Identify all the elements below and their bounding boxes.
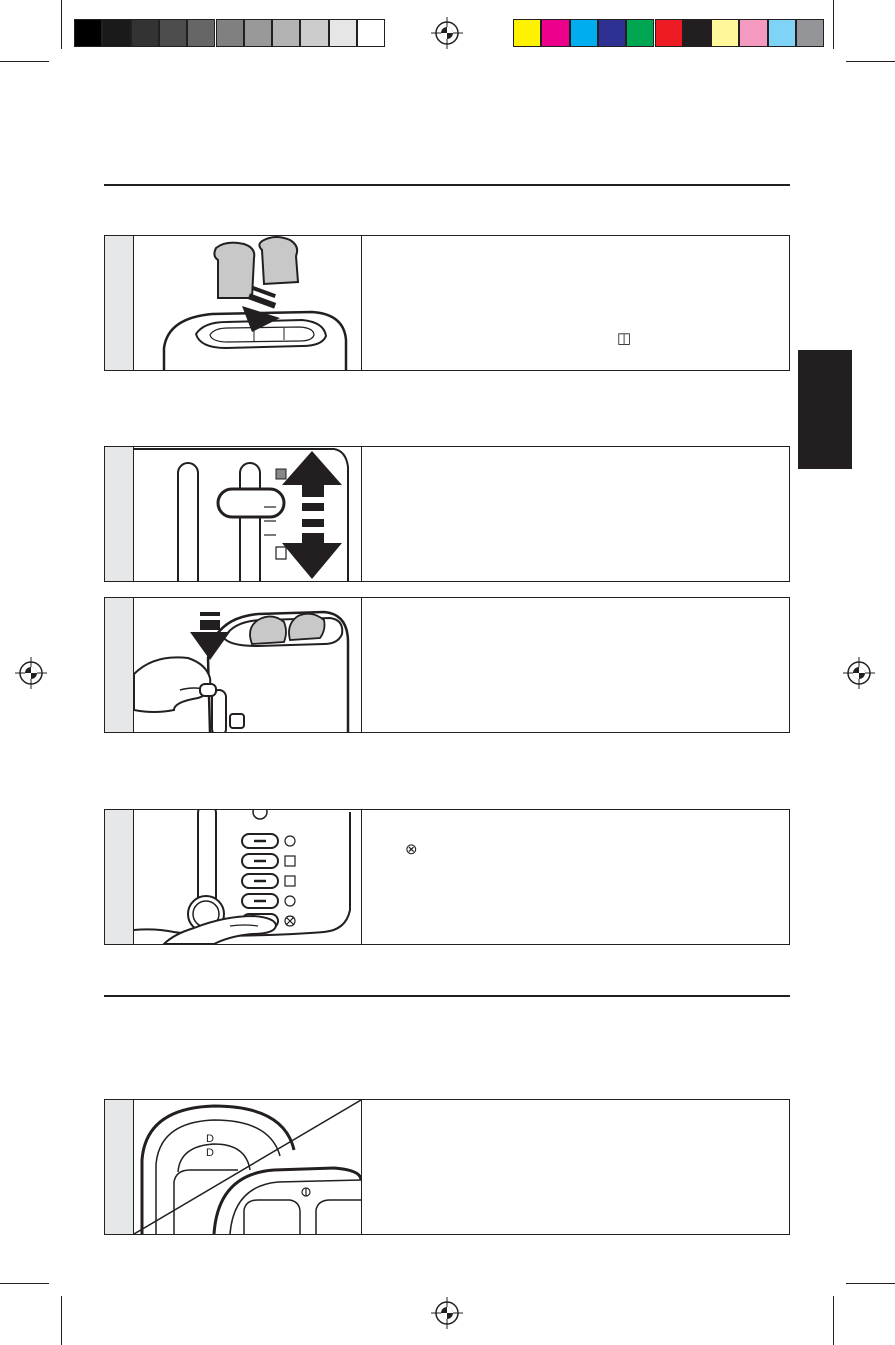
gray-swatch [329, 19, 357, 47]
cancel-icon: ⊗ [405, 841, 418, 858]
color-swatch [598, 19, 626, 47]
gray-swatch [272, 19, 300, 47]
color-swatch [570, 19, 598, 47]
color-swatch [711, 19, 739, 47]
color-swatch [655, 19, 683, 47]
gray-swatch [131, 19, 159, 47]
crop-mark [833, 0, 834, 49]
crop-mark [846, 1283, 895, 1284]
step-number-cell [105, 598, 134, 732]
section-rule [104, 184, 790, 186]
color-swatch [541, 19, 569, 47]
crop-mark [61, 1296, 62, 1345]
crop-mark [0, 61, 49, 62]
gray-swatch [244, 19, 272, 47]
registration-mark-bottom-icon [431, 1297, 463, 1329]
gray-swatch [300, 19, 328, 47]
gray-swatch [74, 19, 102, 47]
registration-mark-top-icon [431, 17, 463, 49]
step-box-press-lever [104, 597, 790, 733]
illustration-shade-lever [134, 447, 362, 581]
step-number-cell [105, 447, 134, 581]
color-swatch [513, 19, 541, 47]
step-number-cell [105, 236, 134, 370]
step-text-area [363, 810, 789, 944]
crop-mark [61, 0, 62, 49]
gray-swatch [357, 19, 385, 47]
illustration-cancel-button [134, 810, 362, 944]
registration-mark-right-icon [843, 657, 875, 689]
step-box-shade-lever [104, 446, 790, 582]
color-swatch [683, 19, 711, 47]
svg-text:D: D [206, 1147, 214, 1159]
section-rule [104, 995, 790, 997]
gray-swatch [159, 19, 187, 47]
step-text-area [363, 598, 789, 732]
crop-mark [0, 1283, 49, 1284]
step-box-bagel-slot [104, 1099, 790, 1235]
color-swatch [626, 19, 654, 47]
bagel-icon: ◫ [617, 330, 632, 347]
illustration-insert-bread [134, 236, 362, 370]
step-text-area [363, 447, 789, 581]
step-box-cancel-button [104, 809, 790, 945]
language-tab [798, 350, 852, 469]
crop-mark [833, 1296, 834, 1345]
step-text-area [363, 236, 789, 370]
gray-swatch [187, 19, 215, 47]
color-swatch [796, 19, 824, 47]
registration-mark-left-icon [15, 657, 47, 689]
crop-mark [846, 61, 895, 62]
gray-swatch [102, 19, 130, 47]
illustration-bagel-slot [134, 1100, 362, 1234]
step-text-area [363, 1100, 789, 1234]
step-box-insert-bread [104, 235, 790, 371]
illustration-press-lever [134, 598, 362, 732]
color-swatch [768, 19, 796, 47]
step-number-cell [105, 810, 134, 944]
color-swatch [739, 19, 767, 47]
step-number-cell [105, 1100, 134, 1234]
svg-text:D: D [206, 1133, 214, 1145]
gray-swatch [216, 19, 244, 47]
